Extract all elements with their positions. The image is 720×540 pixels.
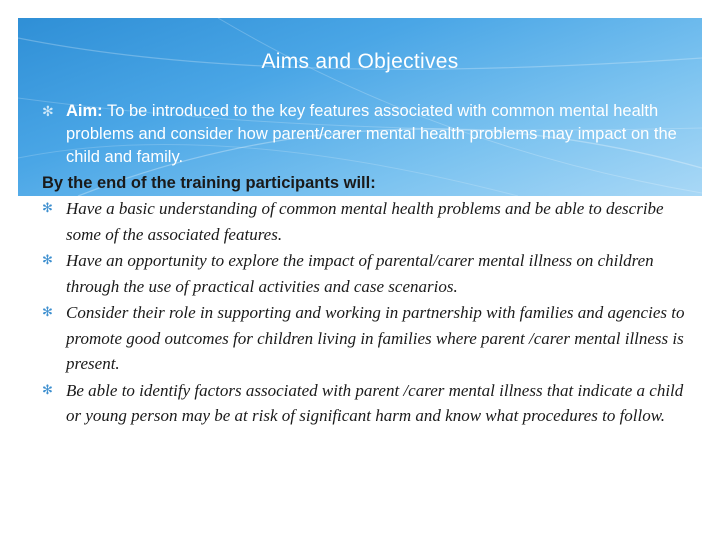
list-item	[42, 248, 690, 299]
asterisk-bullet-icon: ✻	[42, 382, 53, 398]
aim-item	[42, 100, 690, 169]
asterisk-bullet-icon: ✻	[42, 103, 54, 119]
aim-text: To be introduced to the key features associated with common mental health problems and consider how parent/carer mental health problems may impact on the child and family.	[66, 102, 677, 166]
objective-text: Have a basic understanding of common mental health problems and be able to describe some of the associated features.	[66, 199, 664, 244]
list-item	[42, 300, 690, 377]
asterisk-bullet-icon: ✻	[42, 253, 53, 268]
aim-label: Aim:	[66, 102, 103, 120]
objectives-list	[42, 196, 690, 429]
slide-content	[42, 100, 690, 429]
objectives-lead: By the end of the training participants will:	[42, 174, 376, 192]
objective-text: Be able to identify factors associated with parent /carer mental illness that indicate a child or young person may be at risk of significant harm and know what procedures to follow.	[66, 380, 684, 425]
asterisk-bullet-icon: ✻	[42, 305, 53, 320]
objective-text: Have an opportunity to explore the impact of parental/carer mental illness on children through the use of practical activities and case scenarios.	[66, 251, 654, 296]
list-item	[42, 196, 690, 247]
asterisk-bullet-icon: ✻	[42, 201, 53, 216]
slide-title: Aims and Objectives	[261, 50, 459, 73]
objective-text: Consider their role in supporting and working in partnership with families and agencies to promote good outcomes for children living in families where parent /carer mental illness is present.	[66, 303, 685, 373]
list-item	[42, 378, 690, 429]
